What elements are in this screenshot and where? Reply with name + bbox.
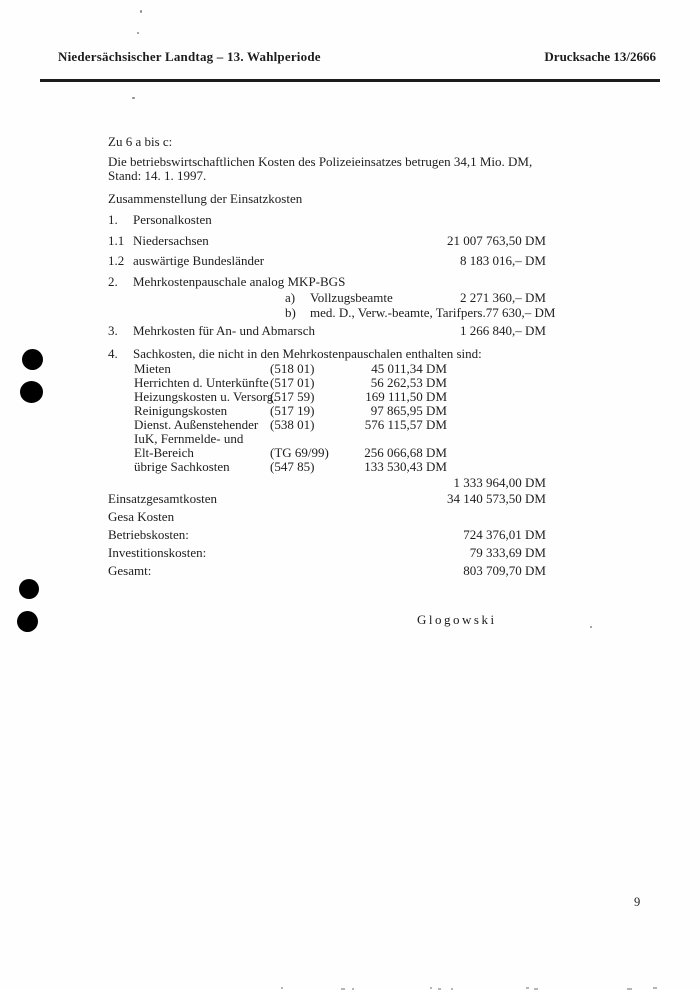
page-number: 9 xyxy=(634,895,641,909)
sach-amount: 45 011,34 DM xyxy=(371,361,447,376)
total-row xyxy=(108,528,546,542)
sachkosten-row xyxy=(108,418,546,432)
total-label: Betriebskosten: xyxy=(108,527,189,542)
sach-amount: 169 111,50 DM xyxy=(365,389,447,404)
sachkosten-table xyxy=(108,362,546,474)
scan-artifact xyxy=(140,10,142,13)
total-row xyxy=(108,564,546,578)
header-rule xyxy=(40,79,660,82)
cost-item-row xyxy=(108,347,546,361)
mkp-subitem-row xyxy=(108,290,546,305)
mkp-subitem-row xyxy=(108,305,556,320)
sach-budget-code: (517 59) xyxy=(270,389,315,404)
item-number: 1. xyxy=(108,212,118,227)
total-amount: 34 140 573,50 DM xyxy=(447,491,546,506)
scan-artifact xyxy=(590,626,592,628)
sach-budget-code: (517 19) xyxy=(270,403,315,418)
subitem-letter: b) xyxy=(285,305,296,320)
item-label: auswärtige Bundesländer xyxy=(133,253,265,268)
item-amount: 21 007 763,50 DM xyxy=(447,232,546,248)
total-label: Investitionskosten: xyxy=(108,545,207,560)
document-header-title: Niedersächsischer Landtag – 13. Wahlperiode xyxy=(58,49,321,64)
cost-item-row xyxy=(108,324,546,338)
sach-label: IuK, Fernmelde- und xyxy=(134,431,244,446)
signature-name: Glogowski xyxy=(417,612,497,627)
scan-artifact xyxy=(653,987,657,989)
item-number: 1.2 xyxy=(108,253,125,268)
total-amount: 724 376,01 DM xyxy=(463,527,546,542)
cost-item-row xyxy=(108,275,546,289)
sach-label: Dienst. Außenstehender xyxy=(134,417,259,432)
hole-punch-mark xyxy=(17,611,38,632)
sachkosten-row xyxy=(108,362,546,376)
sach-amount: 576 115,57 DM xyxy=(364,417,447,432)
total-amount: 79 333,69 DM xyxy=(469,545,546,560)
sach-budget-code: (538 01) xyxy=(270,417,315,432)
cost-item-row xyxy=(108,234,546,248)
subitem-label: Vollzugsbeamte xyxy=(310,290,393,305)
total-label: Einsatzgesamtkosten xyxy=(108,491,218,506)
item-number: 4. xyxy=(108,346,118,361)
sachkosten-row xyxy=(108,432,546,446)
total-amount: 803 709,70 DM xyxy=(463,563,546,578)
item-label: Niedersachsen xyxy=(133,232,209,248)
sachkosten-row xyxy=(108,446,546,460)
document-body xyxy=(108,134,556,578)
subitem-label: med. D., Verw.-beamte, Tarifpers. xyxy=(310,305,486,320)
sach-budget-code xyxy=(270,432,355,446)
item-amount: 8 183 016,– DM xyxy=(460,253,546,268)
sachkosten-row xyxy=(108,376,546,390)
sachkosten-subtotal: 1 333 964,00 DM xyxy=(453,475,546,490)
scan-artifact xyxy=(430,987,432,989)
intro-paragraph-line2: Stand: 14. 1. 1997. xyxy=(108,167,207,183)
item-label: Personalkosten xyxy=(133,212,212,227)
cost-item-row xyxy=(108,254,546,268)
scan-artifact xyxy=(137,32,139,34)
sach-amount xyxy=(355,432,447,446)
total-label: Gesa Kosten xyxy=(108,509,175,524)
total-label: Gesamt: xyxy=(108,563,152,578)
section-reference: Zu 6 a bis c: xyxy=(108,134,173,149)
sach-label: Herrichten d. Unterkünfte xyxy=(134,375,269,390)
total-row xyxy=(108,546,546,560)
scan-artifact xyxy=(526,987,529,989)
intro-paragraph xyxy=(108,155,546,182)
sach-label: Reinigungskosten xyxy=(134,403,228,418)
cost-item-row xyxy=(108,213,546,227)
subitem-amount: 2 271 360,– DM xyxy=(460,290,546,305)
sach-budget-code: (547 85) xyxy=(270,459,315,474)
total-row xyxy=(108,510,546,524)
document-number: Drucksache 13/2666 xyxy=(544,49,656,64)
sachkosten-row xyxy=(108,390,546,404)
sach-amount: 133 530,43 DM xyxy=(364,459,447,474)
sach-budget-code: (518 01) xyxy=(270,361,315,376)
sach-label: übrige Sachkosten xyxy=(134,459,230,474)
item-number: 2. xyxy=(108,273,118,289)
item-number: 1.1 xyxy=(108,232,125,248)
sach-budget-code: (TG 69/99) xyxy=(270,445,329,460)
item-label: Mehrkosten für An- und Abmarsch xyxy=(133,323,315,338)
scan-artifact xyxy=(281,987,283,989)
sachkosten-row xyxy=(108,404,546,418)
subitem-amount: 77 630,– DM xyxy=(485,305,556,320)
list-title: Zusammenstellung der Einsatzkosten xyxy=(108,191,303,206)
item-number: 3. xyxy=(108,323,118,338)
sach-label: Heizungskosten u. Versorg. xyxy=(134,389,277,404)
item-amount: 1 266 840,– DM xyxy=(460,323,546,338)
item-label: Sachkosten, die nicht in den Mehrkostenpauschalen enthalten sind: xyxy=(133,346,482,361)
sachkosten-row xyxy=(108,460,546,474)
hole-punch-mark xyxy=(22,349,43,370)
sach-label: Mieten xyxy=(134,361,171,376)
sach-amount: 256 066,68 DM xyxy=(364,445,447,460)
sach-amount: 56 262,53 DM xyxy=(370,375,447,390)
hole-punch-mark xyxy=(20,381,43,403)
hole-punch-mark xyxy=(19,579,39,599)
intro-paragraph-line1: Die betriebswirtschaftlichen Kosten des Polizeieinsatzes betrugen 34,1 Mio. DM, xyxy=(108,154,533,169)
total-row xyxy=(108,492,546,506)
subitem-letter: a) xyxy=(285,290,296,305)
item-label: Mehrkostenpauschale analog MKP-BGS xyxy=(133,273,346,289)
sach-label: Elt-Bereich xyxy=(134,445,194,460)
sach-budget-code: (517 01) xyxy=(270,375,315,390)
scan-artifact xyxy=(132,97,135,99)
sach-amount: 97 865,95 DM xyxy=(370,403,447,418)
